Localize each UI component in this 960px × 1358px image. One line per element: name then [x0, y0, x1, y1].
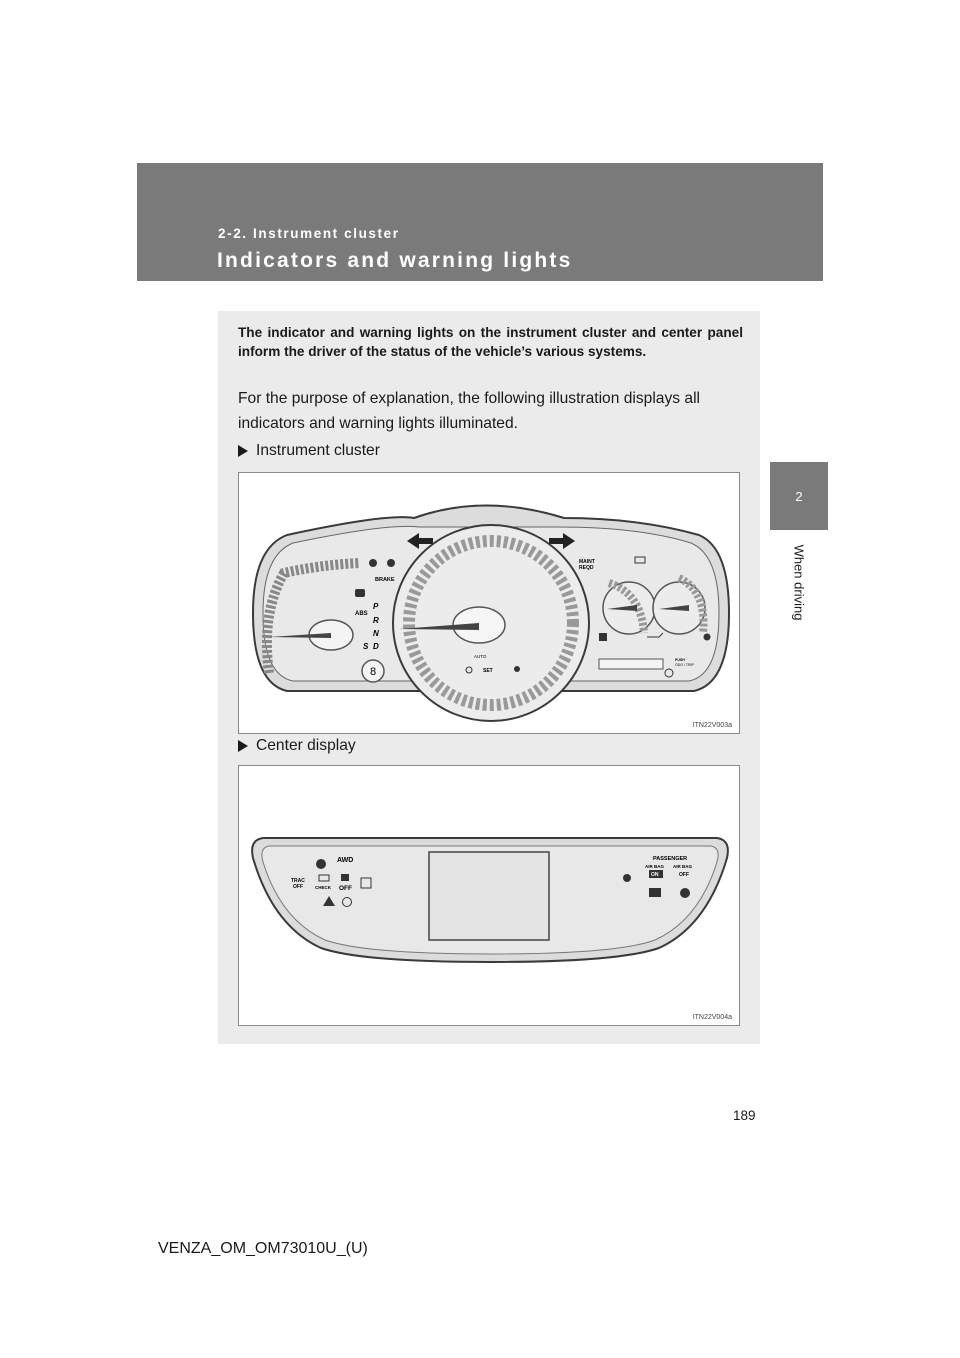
- brake-warning-label: BRAKE: [375, 577, 395, 583]
- security-indicator-icon: [649, 888, 661, 897]
- section-heading-center-display: Center display: [238, 737, 356, 755]
- digit-indicator: 8: [369, 666, 377, 678]
- cruise-set-label: SET: [483, 668, 493, 674]
- seatbelt-reminder-icon: [369, 559, 377, 567]
- page-title: Indicators and warning lights: [217, 249, 573, 272]
- check-engine-label: CHECK: [315, 885, 332, 890]
- push-label: PUSH: [675, 658, 685, 662]
- triangle-bullet-icon: [238, 445, 248, 457]
- master-warning-icon: [316, 859, 326, 869]
- airbag-off-icon: [680, 888, 690, 898]
- section-label: 2-2. Instrument cluster: [218, 226, 400, 241]
- chapter-tab[interactable]: [770, 462, 828, 530]
- gear-p-label: P: [373, 602, 379, 611]
- center-display-illustration: [239, 766, 741, 1027]
- maint-reqd-label-2: REQD: [579, 565, 594, 571]
- off-label: OFF: [679, 872, 689, 878]
- gear-s-label: S: [363, 642, 369, 651]
- figure-id: ITN22V003a: [692, 722, 732, 729]
- gear-r-label: R: [373, 616, 379, 625]
- chapter-label: [775, 535, 823, 630]
- odo-trip-label: ODO / TRIP: [675, 663, 694, 667]
- headlight-icon: [704, 634, 711, 641]
- chapter-label-text: When driving: [791, 544, 807, 621]
- content-panel: [218, 311, 760, 1044]
- document-code: VENZA_OM_OM73010U_(U): [158, 1240, 368, 1257]
- trac-label: TRAC: [291, 878, 305, 884]
- gear-d-label: D: [373, 642, 379, 651]
- maint-reqd-label: MAINT: [579, 559, 595, 565]
- vsc-off-label: OFF: [339, 885, 352, 892]
- passenger-label: PASSENGER: [653, 856, 688, 862]
- instrument-cluster-figure: [238, 472, 740, 734]
- page-number: 189: [733, 1108, 756, 1123]
- abs-warning-label: ABS: [355, 611, 368, 617]
- passenger-seatbelt-icon: [623, 874, 631, 882]
- chapter-header: [137, 163, 823, 281]
- airbag-on-label: AIR BAG: [645, 864, 664, 869]
- auto-headlight-label: AUTO: [474, 654, 487, 659]
- instrument-cluster-illustration: [239, 473, 741, 735]
- intro-text: For the purpose of explanation, the following illustration displays all indicators and warning lights illuminated.: [238, 390, 701, 432]
- center-display-figure: [238, 765, 740, 1026]
- gear-n-label: N: [373, 629, 379, 638]
- figure-id: ITN22V004a: [692, 1014, 732, 1021]
- door-open-icon: [355, 589, 365, 597]
- fog-light-icon: [514, 666, 520, 672]
- airbag-warning-icon: [387, 559, 395, 567]
- intro-summary: The indicator and warning lights on the instrument cluster and center panel inform the driver of the status of the vehicle’s various systems.: [238, 325, 743, 359]
- vsc-icon: [341, 874, 349, 881]
- airbag-off-label: AIR BAG: [673, 864, 692, 869]
- triangle-bullet-icon: [238, 740, 248, 752]
- on-label: ON: [651, 872, 659, 878]
- low-fuel-icon: [599, 633, 607, 641]
- chapter-number: 2: [795, 488, 803, 504]
- section-heading-instrument-cluster: Instrument cluster: [238, 442, 380, 460]
- trac-off-label: OFF: [293, 884, 303, 890]
- awd-label: AWD: [337, 857, 354, 864]
